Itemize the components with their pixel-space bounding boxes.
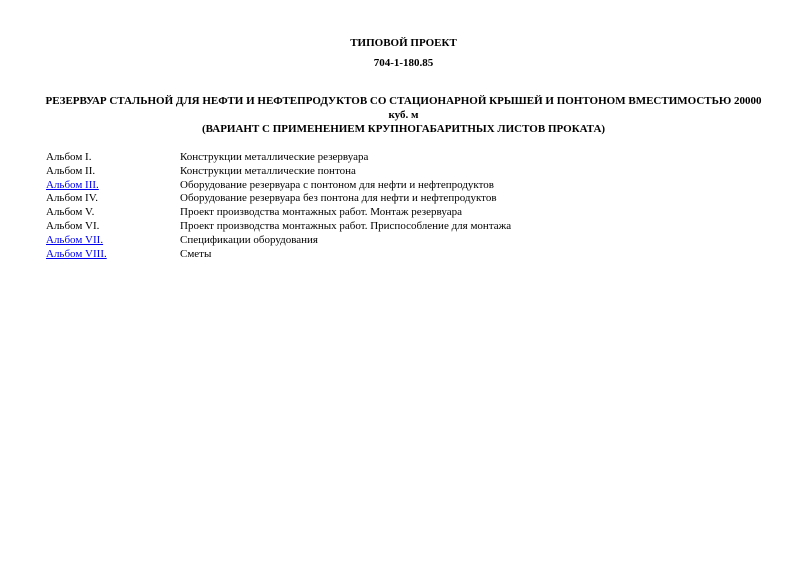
album-list	[46, 151, 746, 261]
album-link-3[interactable]: Альбом III.	[46, 178, 99, 191]
album-row-7	[46, 234, 746, 248]
album-description-4: Оборудование резервуара без понтона для нефти и нефтепродуктов	[180, 192, 497, 205]
album-name-6: Альбом VI.	[46, 219, 100, 232]
album-description-8: Сметы	[180, 247, 212, 260]
album-row-6	[46, 220, 746, 234]
album-link-8[interactable]: Альбом VIII.	[46, 247, 107, 260]
project-heading-line-3: (ВАРИАНТ С ПРИМЕНЕНИЕМ КРУПНОГАБАРИТНЫХ ЛИСТОВ ПРОКАТА)	[201, 123, 606, 135]
document-title: ТИПОВОЙ ПРОЕКТ	[350, 37, 457, 49]
album-name-5: Альбом V.	[46, 206, 95, 219]
album-row-2	[46, 165, 746, 179]
album-description-7: Спецификации оборудования	[180, 233, 318, 246]
album-name-1: Альбом I.	[46, 151, 92, 163]
album-description-2: Конструкции металлические понтона	[180, 164, 356, 177]
album-row-5	[46, 206, 746, 220]
album-description-3: Оборудование резервуара с понтоном для нефти и нефтепродуктов	[180, 178, 494, 191]
project-heading-line-1: РЕЗЕРВУАР СТАЛЬНОЙ ДЛЯ НЕФТИ И НЕФТЕПРОДУКТОВ СО СТАЦИОНАРНОЙ КРЫШЕЙ И ПОНТОНОМ ВМЕСТИМОСТЬЮ 20000	[45, 95, 762, 107]
album-description-1: Конструкции металлические резервуара	[180, 151, 369, 163]
album-row-1	[46, 151, 746, 165]
album-name-4: Альбом IV.	[46, 192, 98, 205]
album-link-7[interactable]: Альбом VII.	[46, 233, 104, 246]
album-description-6: Проект производства монтажных работ. Приспособление для монтажа	[180, 219, 512, 232]
album-description-5: Проект производства монтажных работ. Монтаж резервуара	[180, 206, 462, 219]
album-name-2: Альбом II.	[46, 164, 96, 177]
document-number: 704-1-180.85	[373, 57, 434, 69]
album-row-3	[46, 179, 746, 193]
album-row-4	[46, 192, 746, 206]
project-heading-line-2: куб. м	[388, 109, 419, 121]
album-row-8	[46, 248, 746, 262]
